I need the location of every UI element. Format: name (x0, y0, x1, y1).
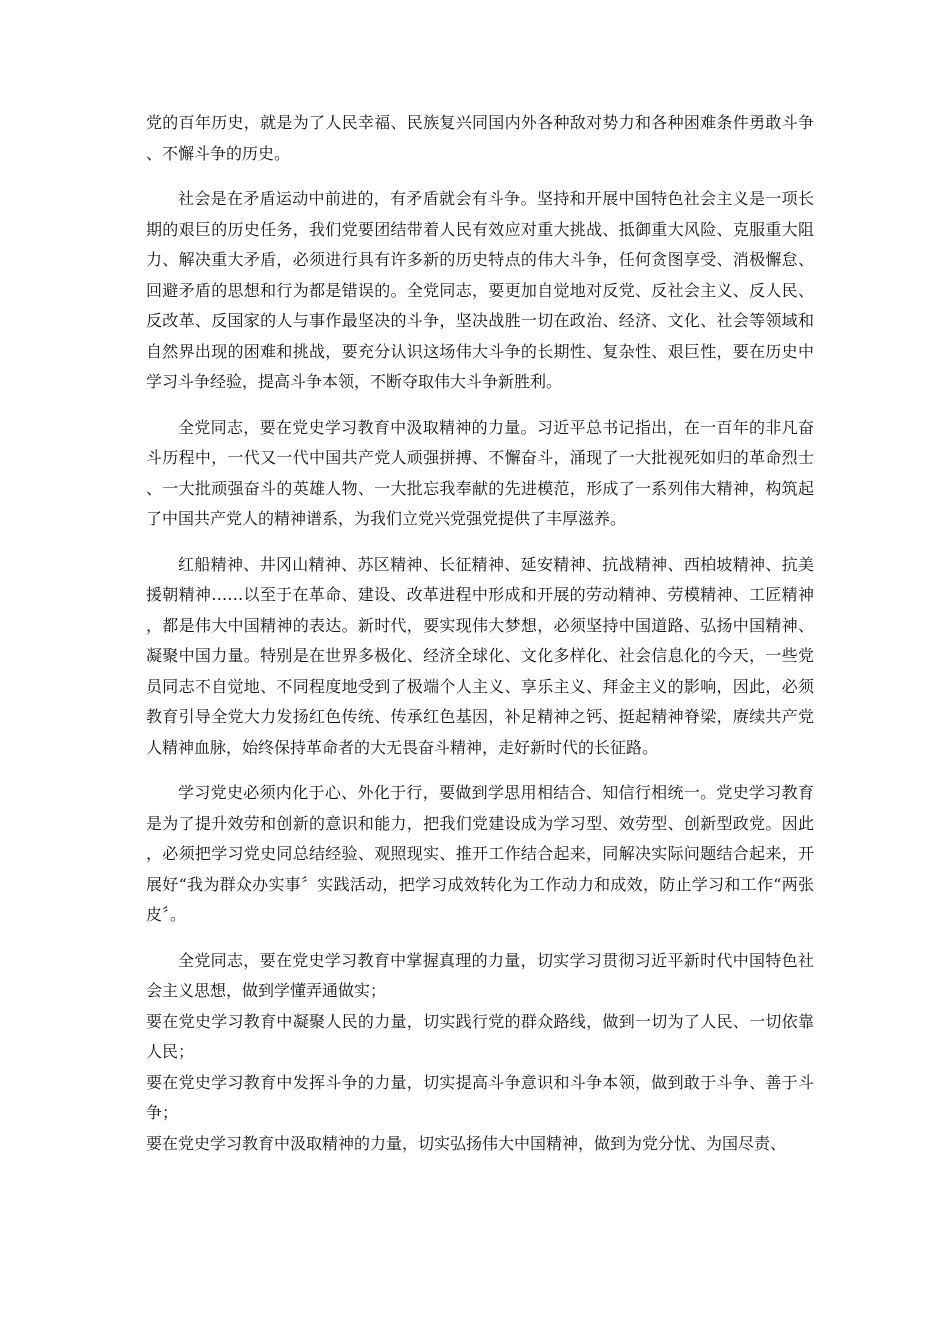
paragraph-8: 要在党史学习教育中发挥斗争的力量，切实提高斗争意识和斗争本领，做到敢于斗争、善于斗争； (146, 1072, 814, 1122)
paragraph-6: 全党同志，要在党史学习教育中掌握真理的力量，切实学习贯彻习近平新时代中国特色社会主义思想，做到学懂弄通做实； (146, 950, 814, 1000)
paragraph-2: 社会是在矛盾运动中前进的，有矛盾就会有斗争。坚持和开展中国特色社会主义是一项长期的艰巨的历史任务，我们党要团结带着人民有效应对重大挑战、抵御重大风险、克服重大阻力、解决重大矛盾，必须进行具有许多新的历史特点的伟大斗争，任何贪图享受、消极懈怠、回避矛盾的思想和行为都是错误的。全党同志，要更加自觉地对反党、反社会主义、反人民、反改革、反国家的人与事作最坚决的斗争，坚决战胜一切在政治、经济、文化、社会等领域和自然界出现的困难和挑战，要充分认识这场伟大斗争的长期性、复杂性、艰巨性，要在历史中学习斗争经验，提高斗争本领，不断夺取伟大斗争新胜利。 (146, 189, 814, 391)
paragraph-9: 要在党史学习教育中汲取精神的力量，切实弘扬伟大中国精神，做到为党分忧、为国尽责、 (146, 1133, 787, 1153)
paragraph-7: 要在党史学习教育中凝聚人民的力量，切实践行党的群众路线，做到一切为了人民、一切依靠人民； (146, 1011, 814, 1061)
paragraph-1: 党的百年历史，就是为了人民幸福、民族复兴同国内外各种敌对势力和各种困难条件勇敢斗争、不懈斗争的历史。 (146, 113, 814, 163)
paragraph-4: 红船精神、井冈山精神、苏区精神、长征精神、延安精神、抗战精神、西柏坡精神、抗美援朝精神……以至于在革命、建设、改革进程中形成和开展的劳动精神、劳模精神、工匠精神，都是伟大中国精神的表达。新时代，要实现伟大梦想，必须坚持中国道路、弘扬中国精神、凝聚中国力量。特别是在世界多极化、经济全球化、文化多样化、社会信息化的今天，一些党员同志不自觉地、不同程度地受到了极端个人主义、享乐主义、拜金主义的影响，因此，必须教育引导全党大力发扬红色传统、传承红色基因，补足精神之钙、挺起精神脊梁，赓续共产党人精神血脉，始终保持革命者的大无畏奋斗精神，走好新时代的长征路。 (146, 554, 814, 757)
document-page (146, 108, 814, 1159)
paragraph-3: 全党同志，要在党史学习教育中汲取精神的力量。习近平总书记指出，在一百年的非凡奋斗历程中，一代又一代中国共产党人顽强拼搏、不懈奋斗，涌现了一大批视死如归的革命烈士、一大批顽强奋斗的英雄人物、一大批忘我奉献的先进模范，形成了一系列伟大精神，构筑起了中国共产党人的精神谱系，为我们立党兴党强党提供了丰厚滋养。 (146, 417, 814, 528)
paragraph-5: 学习党史必须内化于心、外化于行，要做到学思用相结合、知信行相统一。党史学习教育是为了提升效劳和创新的意识和能力，把我们党建设成为学习型、效劳型、创新型政党。因此，必须把学习党史同总结经验、观照现实、推开工作结合起来，同解决实际问题结合起来，开展好“我为群众办实事〞实践活动，把学习成效转化为工作动力和成效，防止学习和工作“两张皮〞。 (146, 783, 814, 924)
